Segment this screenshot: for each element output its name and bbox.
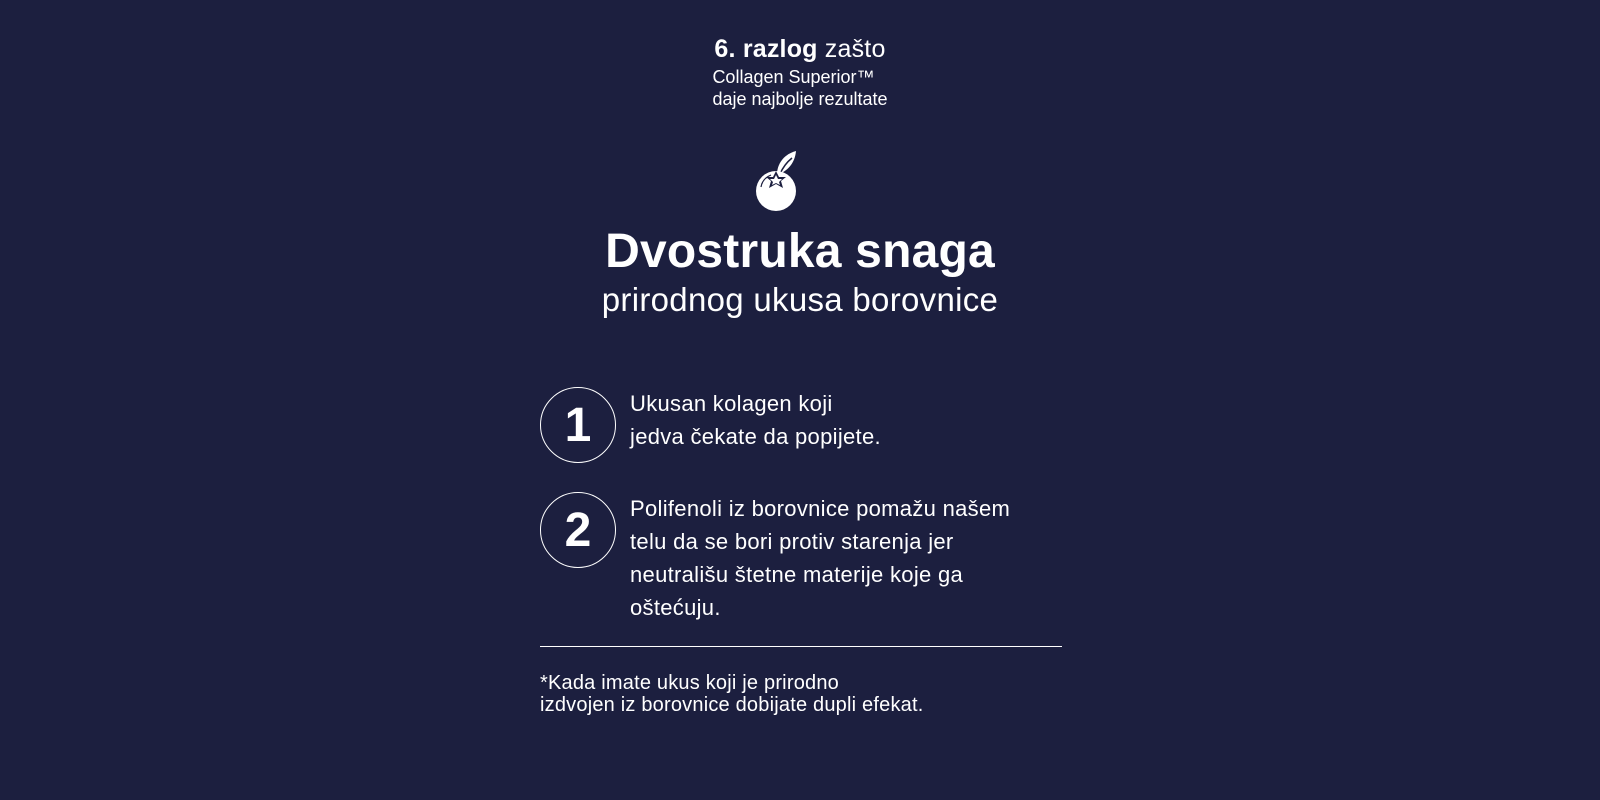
footnote-text: *Kada imate ukus koji je prirodno izdvojen iz borovnice dobijate dupli efekat.: [540, 672, 924, 716]
reason-why: zašto: [824, 35, 886, 63]
result-claim: daje najbolje rezultate: [712, 89, 888, 109]
benefit-text-2: Polifenoli iz borovnice pomažu našem telu da se bori protiv starenja jer neutrališu štetne materije koje ga oštećuju.: [630, 496, 1011, 620]
reason-subtext: [712, 66, 887, 110]
blueberry-icon: [752, 146, 808, 212]
benefit-number-2: 2: [540, 492, 616, 568]
page-title: Dvostruka snaga: [605, 225, 995, 278]
page-subtitle: prirodnog ukusa borovnice: [601, 281, 999, 318]
product-name: Collagen Superior™: [712, 67, 875, 87]
benefit-text-1: Ukusan kolagen koji jedva čekate da popijete.: [630, 391, 881, 449]
reason-kicker: [0, 34, 1600, 110]
benefit-item-2: [540, 491, 1100, 624]
benefit-item-1: [540, 386, 1100, 463]
reason-number: 6. razlog: [714, 35, 818, 63]
benefit-number-1: 1: [540, 387, 616, 463]
section-divider: [540, 646, 1062, 647]
reason-heading: [0, 34, 1600, 64]
benefits-list: [540, 386, 1100, 652]
